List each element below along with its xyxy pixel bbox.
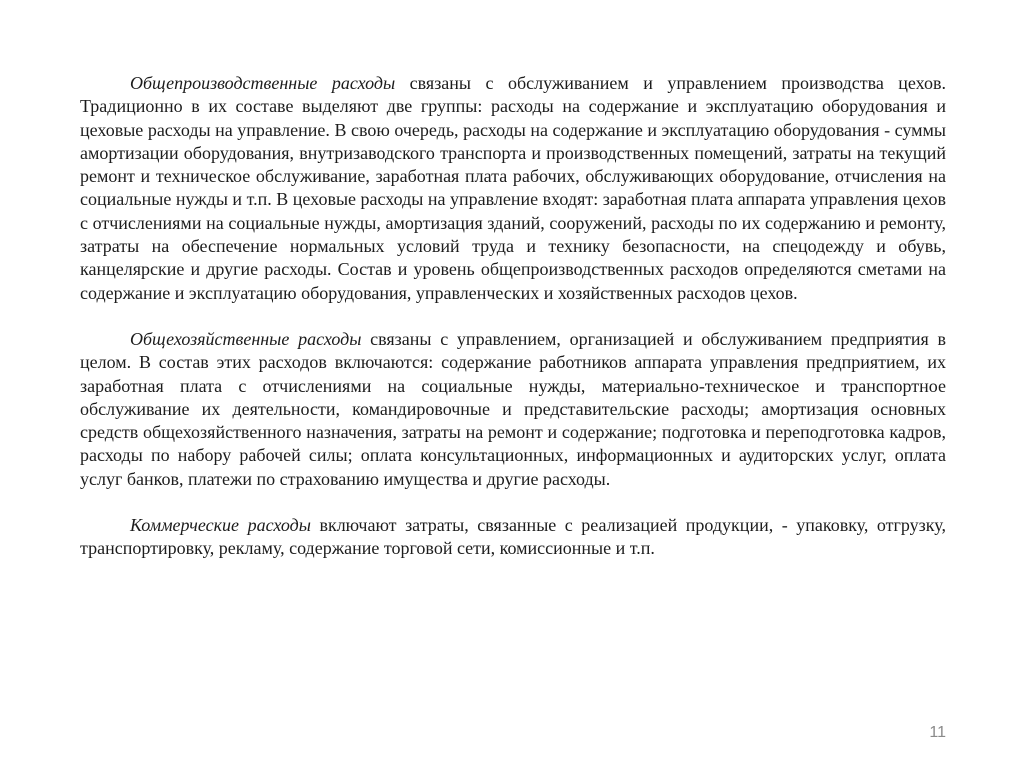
paragraph-text: включают затраты, связанные с реализацией продукции, - упаковку, отгрузку, транспортировку, рекламу, содержание торговой сети, комиссионные и т.п. xyxy=(80,515,946,559)
paragraph-overhead-costs xyxy=(80,72,946,305)
paragraph-general-costs xyxy=(80,328,946,491)
paragraph-commercial-costs xyxy=(80,514,946,561)
term-overhead-costs: Общепроизводственные расходы xyxy=(130,73,396,93)
paragraph-text: связаны с управлением, организацией и обслуживанием предприятия в целом. В состав этих расходов включаются: содержание работников аппарата управления предприятием, их заработная плата с отчислениями на социальные нужды, материально-техническое и транспортное обслуживание их деятельности, командировочные и представительские расходы; амортизация основных средств общехозяйственного назначения, затраты на ремонт и содержание; подготовка и переподготовка кадров, расходы по набору рабочей силы; оплата консультационных, информационных и аудиторских услуг, оплата услуг банков, платежи по страхованию имущества и другие расходы. xyxy=(80,328,947,489)
term-general-costs: Общехозяйственные расходы xyxy=(130,328,362,349)
term-commercial-costs: Коммерческие расходы xyxy=(130,515,311,536)
page-number: 11 xyxy=(929,724,946,741)
paragraph-text: связаны с обслуживанием и управлением производства цехов. Традиционно в их составе выделяют две группы: расходы на содержание и эксплуатацию оборудования и цеховые расходы на управление. В свою очередь, расходы на содержание и эксплуатацию оборудования - суммы амортизации оборудования, внутризаводского транспорта и производственных помещений, затраты на текущий ремонт и техническое обслуживание, заработная плата рабочих, обслуживающих оборудование, отчисления на социальные нужды и т.п. В цеховые расходы на управление входят: заработная плата аппарата управления цехов с отчислениями на социальные нужды, амортизация зданий, сооружений, расходы по их содержанию и ремонту, затраты на обеспечение нормальных условий труда и технику безопасности, на спецодежду и обувь, канцелярские и другие расходы. Состав и уровень общепроизводственных расходов определяются сметами на содержание и эксплуатацию оборудования, управленческих и хозяйственных расходов цехов. xyxy=(80,73,946,303)
document-body xyxy=(80,72,946,584)
